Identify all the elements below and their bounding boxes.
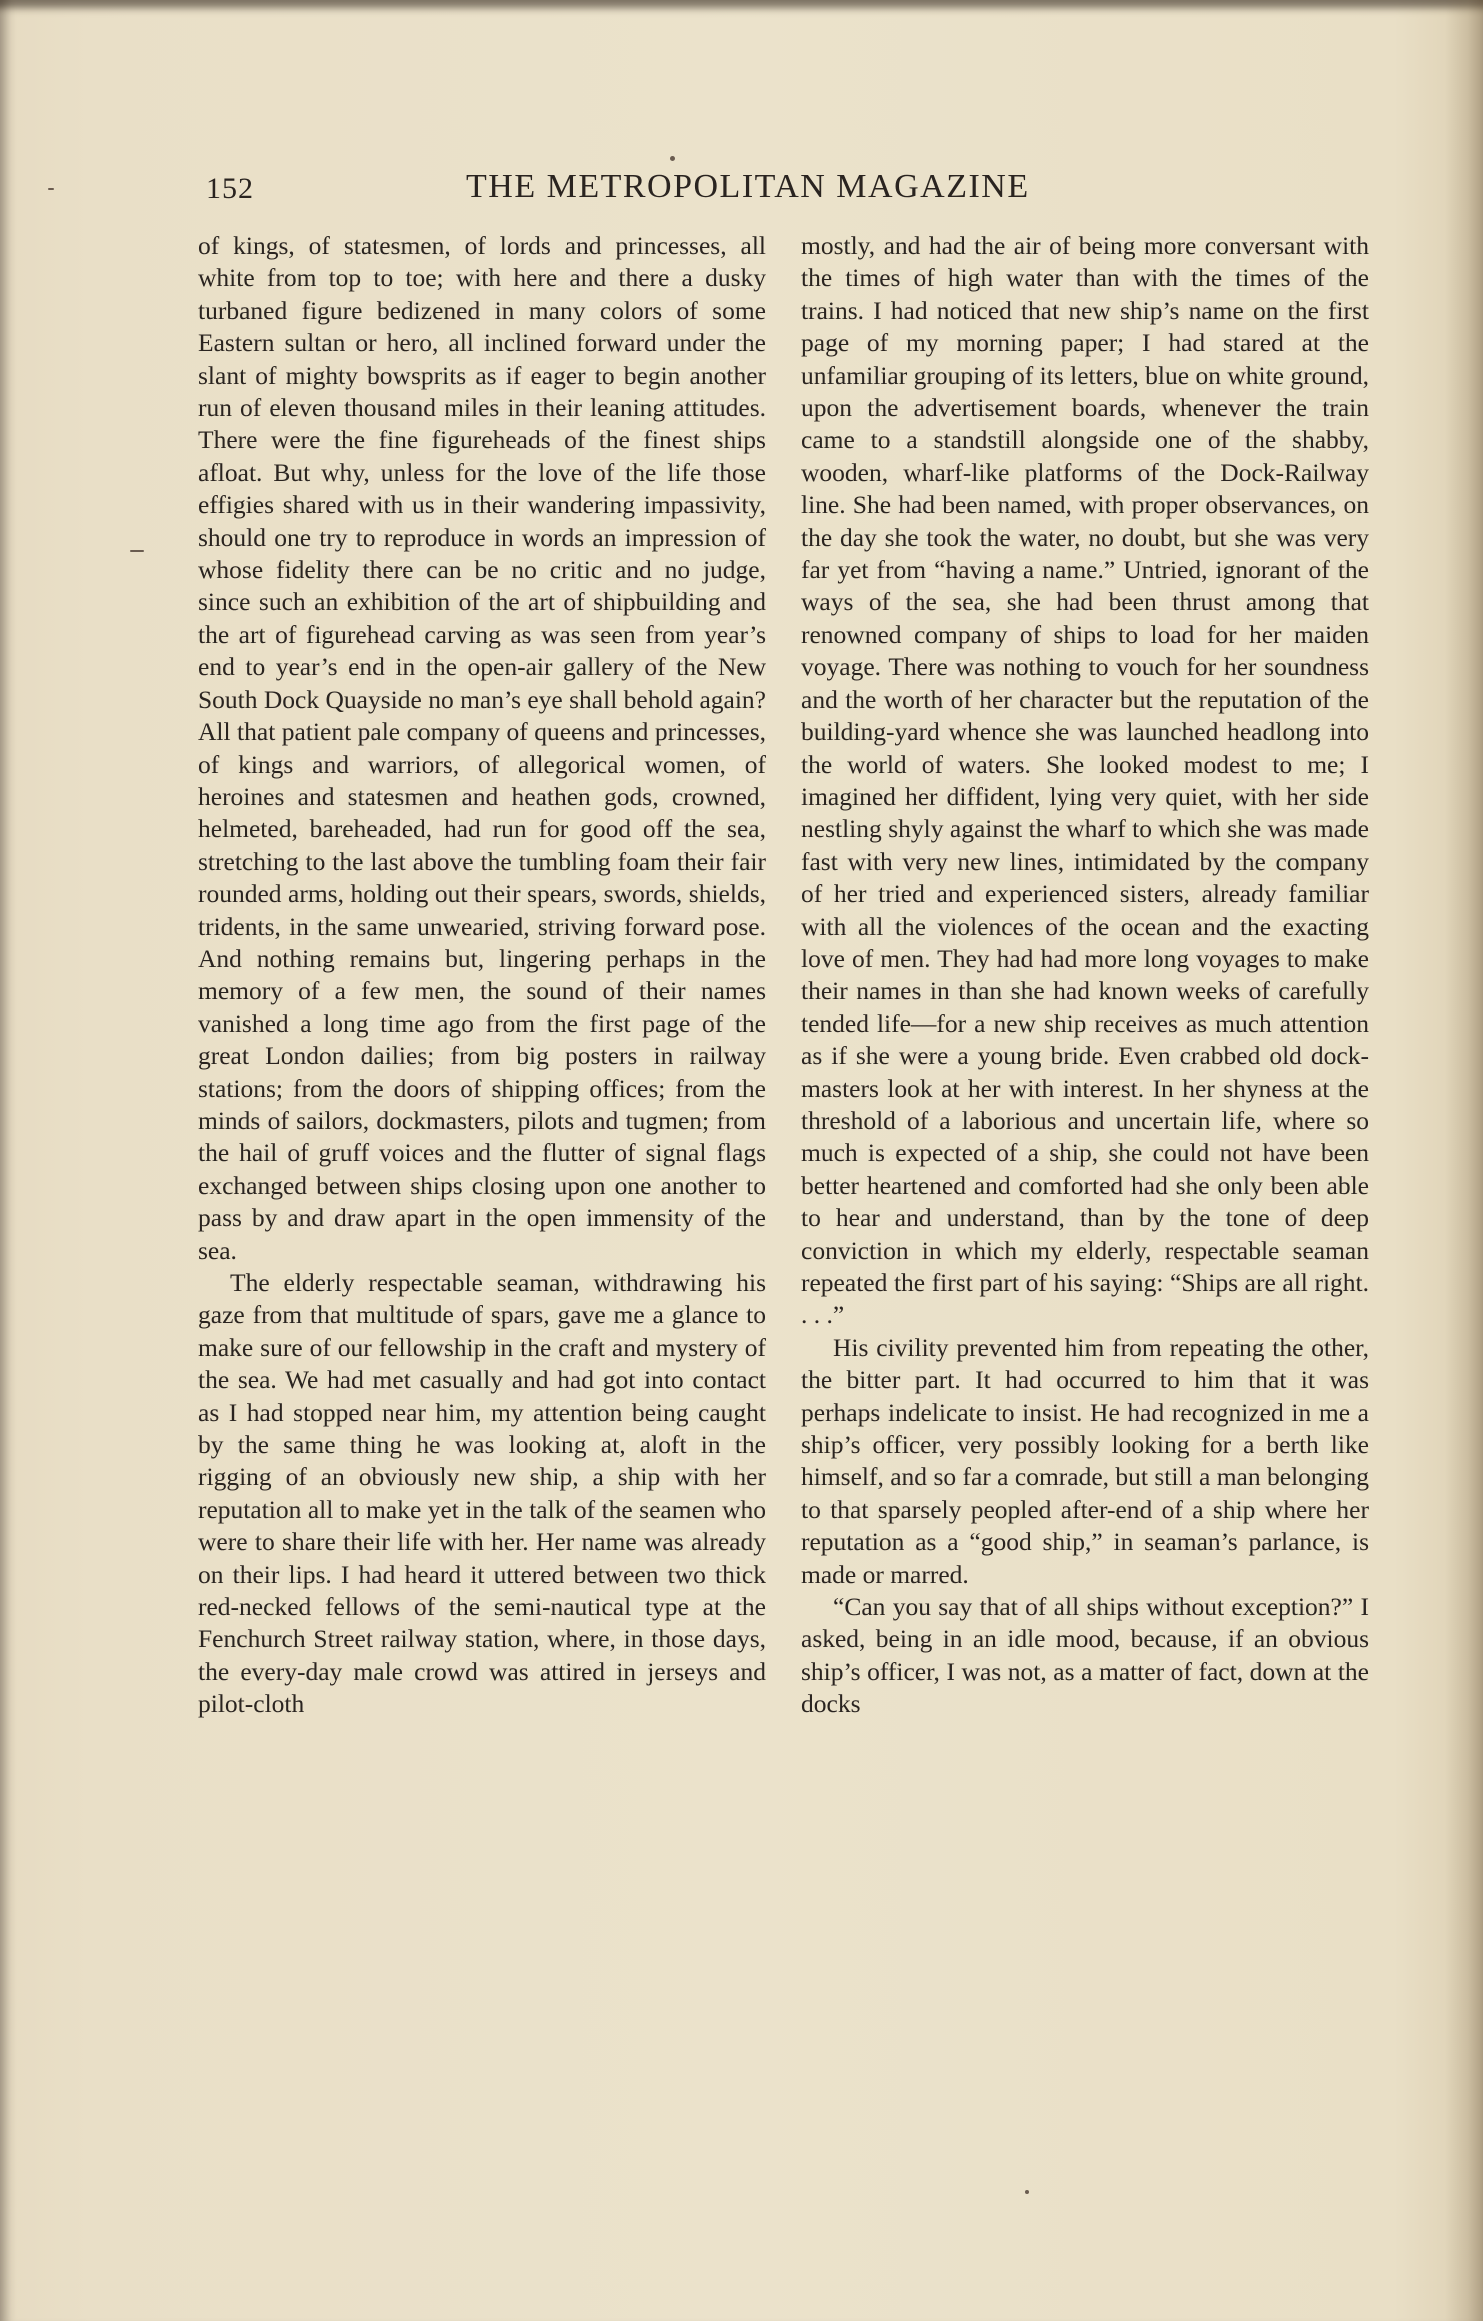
margin-tick — [130, 550, 144, 552]
paragraph-question: “Can you say that of all ships without exception?” I asked, being in an idle mood, because, if an obvious ship’s officer, I was not, as a matter of fact, down at the docks — [801, 1592, 1369, 1719]
ink-speck — [1025, 2190, 1029, 2194]
paragraph-civility: His civility prevented him from repeating the other, the bitter part. It had occurred to him that it was perhaps indelicate to insist. He had recognized in me a ship’s officer, very possibly looking for a berth like himself, and so far a comrade, but still a man belonging to that sparsely peopled after-end of a ship where her reputation as a “good ship,” in seaman’s parlance, is made or marred. — [801, 1332, 1369, 1589]
paragraph-elderly-seaman: The elderly respectable seaman, withdrawing his gaze from that multitude of spars, gave me a glance to make sure of our fellowship in the craft and mystery of the sea. We had met casually and had got into contact as I had stopped near him, my attention being caught by the same thing he was looking at, aloft in the rigging of an obviously new ship, a ship with her reputation all to make yet in the talk of the seamen who were to share their life with her. Her name was already on their lips. I had heard it uttered between two thick red-necked fellows of the semi-nautical type at the Fenchurch Street railway station, where, in those days, the every-day male crowd was attired in jerseys and pilot-cloth — [198, 1268, 766, 1719]
left-column — [198, 230, 766, 1721]
journal-title: THE METROPOLITAN MAGAZINE — [466, 168, 1030, 205]
margin-tick — [48, 188, 54, 190]
ink-speck — [670, 156, 675, 161]
page-number: 152 — [206, 172, 254, 205]
right-column — [801, 230, 1369, 1721]
paragraph-new-ship: mostly, and had the air of being more conversant with the times of high water than with the times of the trains. I had noticed that new ship’s name on the first page of my morning paper; I had stared at the unfamiliar grouping of its letters, blue on white ground, upon the advertisement boards, whenever the train came to a standstill alongside one of the shabby, wooden, wharf-like platforms of the Dock-Railway line. She had been named, with proper observances, on the day she took the water, no doubt, but she was very far yet from “having a name.” Untried, ignorant of the ways of the sea, she had been thrust among that renowned company of ships to load for her maiden voyage. There was nothing to vouch for her soundness and the worth of her character but the reputation of the building-yard whence she was launched headlong into the world of waters. She looked modest to me; I imagined her diffident, lying very quiet, with her side nestling shyly against the wharf to which she was made fast with very new lines, intimidated by the company of her tried and experienced sisters, already familiar with all the violences of the ocean and the exacting love of men. They had had more long voyages to make their names in than she had known weeks of carefully tended life—for a new ship receives as much attention as if she were a young bride. Even crabbed old dock-masters look at her with interest. In her shyness at the threshold of a laborious and uncertain life, where so much is expected of a ship, she could not have been better heartened and comforted had she only been able to hear and understand, than by the tone of deep conviction in which my elderly, respectable seaman repeated the first part of his saying: “Ships are all right. . . .” — [801, 231, 1369, 1330]
running-head — [200, 168, 1090, 212]
paragraph-figureheads: of kings, of statesmen, of lords and princesses, all white from top to toe; with here and there a dusky turbaned figure bedizened in many colors of some Eastern sultan or hero, all inclined forward under the slant of mighty bowsprits as if eager to begin another run of eleven thousand miles in their leaning attitudes. There were the fine figureheads of the finest ships afloat. But why, unless for the love of the life those effigies shared with us in their wandering impassivity, should one try to reproduce in words an impression of whose fidelity there can be no critic and no judge, since such an exhibition of the art of shipbuilding and the art of figurehead carving as was seen from year’s end to year’s end in the open-air gallery of the New South Dock Quayside no man’s eye shall behold again? All that patient pale company of queens and princesses, of kings and warriors, of allegorical women, of heroines and statesmen and heathen gods, crowned, helmeted, bareheaded, had run for good off the sea, stretching to the last above the tumbling foam their fair rounded arms, holding out their spears, swords, shields, tridents, in the same unwearied, striving forward pose. And nothing remains but, lingering perhaps in the memory of a few men, the sound of their names vanished a long time ago from the first page of the great London dailies; from big posters in railway stations; from the doors of shipping offices; from the minds of sailors, dockmasters, pilots and tugmen; from the hail of gruff voices and the flutter of signal flags exchanged between ships closing upon one another to pass by and draw apart in the open immensity of the sea. — [198, 231, 766, 1265]
